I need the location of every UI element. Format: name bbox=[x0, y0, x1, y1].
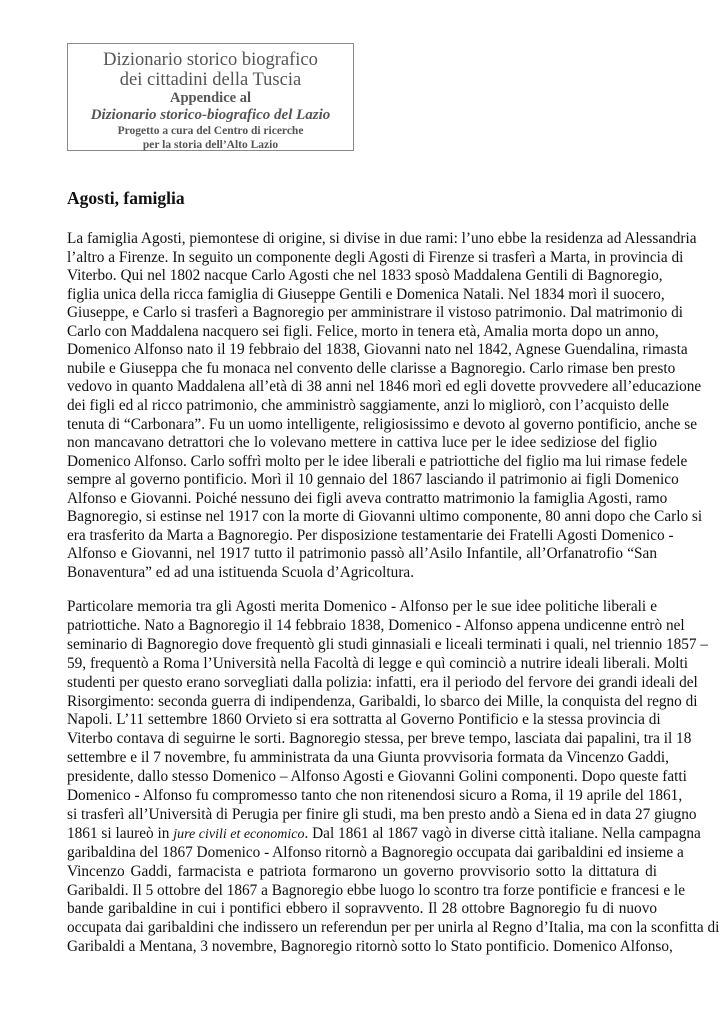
italic-phrase: jure civili et economico bbox=[173, 826, 305, 842]
header-subtitle: Appendice al bbox=[170, 90, 251, 106]
header-project-line-1: Progetto a cura del Centro di ricerche bbox=[117, 125, 304, 137]
paragraph-1-line: l’altro a Firenze. In seguito un componente degli Agosti di Firenze si trasferì a Marta, in provincia di bbox=[67, 248, 684, 266]
paragraph-1-line: Giuseppe, e Carlo si trasferì a Bagnoregio per amministrare il vistoso patrimonio. Dal matrimonio di bbox=[67, 304, 683, 322]
paragraph-2-line: Viterbo contava di seguirne le sorti. Bagnoregio stessa, per breve tempo, lasciata dai papalini, tra il 18 bbox=[67, 730, 692, 748]
paragraph-2-line: Domenico - Alfonso fu compromesso tanto che non ritenendosi sicuro a Roma, il 19 aprile del 1861, bbox=[67, 787, 683, 804]
paragraph-2-line: seminario di Bagnoregio dove frequentò gli studi ginnasiali e liceali terminati i quali, nel triennio 1857 – bbox=[67, 635, 709, 653]
paragraph-1-line: non mancavano detrattori che lo volevano mettere in cattiva luce per le idee sediziose del figlio bbox=[67, 434, 657, 452]
paragraph-1-line: figlia unica della ricca famiglia di Giuseppe Gentili e Domenica Natali. Nel 1834 morì il suocero, bbox=[67, 285, 665, 303]
paragraph-2-line: presidente, dallo stesso Domenico – Alfonso Agosti e Giovanni Golini componenti. Dopo queste fatti bbox=[67, 768, 687, 786]
paragraph-1-line: era trasferito da Marta a Bagnoregio. Per disposizione testamentarie dei Fratelli Agosti Domenico - bbox=[67, 526, 674, 544]
paragraph-2-line: si trasferì all’Università di Perugia per finire gli studi, ma ben presto andò a Siena ed in data 27 giugno bbox=[67, 805, 697, 823]
paragraph-2-line: settembre e il 7 novembre, fu amministrata da una Giunta provvisoria formata da Vincenzo Gaddi, bbox=[67, 749, 669, 767]
header-title-line-1: Dizionario storico biografico bbox=[103, 50, 318, 70]
paragraph-2-line: occupata dai garibaldini che indissero un referendun per per unirla al Regno d’Italia, ma con la sconfitta di bbox=[67, 919, 720, 937]
article-title: Agosti, famiglia bbox=[67, 188, 185, 208]
paragraph-2-line: studenti per questo erano sorvegliati dalla polizia: infatti, era il periodo del fervore dei grandi ideali del bbox=[67, 673, 698, 691]
paragraph-1-line: sempre al governo pontificio. Morì il 10 gennaio del 1867 lasciando il patrimonio ai figli Domenico bbox=[67, 471, 679, 489]
paragraph-2-line: garibaldina del 1867 Domenico - Alfonso ritornò a Bagnoregio occupata dai garibaldini ed insieme a bbox=[67, 843, 684, 861]
paragraph-1-line: dei figli ed al ricco patrimonio, che amministrò saggiamente, anzi lo migliorò, con l’acquisto delle bbox=[67, 396, 669, 414]
line-segment: 1861 si laureò in bbox=[67, 824, 174, 842]
paragraph-1-line: Viterbo. Qui nel 1802 nacque Carlo Agosti che nel 1833 sposò Maddalena Gentili di Bagnoregio, bbox=[67, 267, 663, 285]
paragraph-1-line: Bonaventura” ed ad una istituenda Scuola d’Agricoltura. bbox=[67, 563, 415, 581]
paragraph-2-line: Vincenzo Gaddi, farmacista e patriota formarono un governo provvisorio sotto la dittatura di bbox=[67, 862, 657, 880]
paragraph-2-line: Particolare memoria tra gli Agosti merita Domenico - Alfonso per le sue idee politiche liberali e bbox=[67, 598, 657, 615]
header-project-line-2: per la storia dell’Alto Lazio bbox=[142, 139, 279, 151]
paragraph-2-line: Napoli. L’11 settembre 1860 Orvieto si era sottratta al Governo Pontificio e la stessa provincia di bbox=[67, 711, 661, 729]
paragraph-1-line: vedovo in quanto Maddalena all’età di 38 anni nel 1846 morì ed egli dovette provvedere all’educazione bbox=[67, 378, 702, 396]
paragraph-1-line: Domenico Alfonso nato il 19 febbraio del 1838, Giovanni nato nel 1842, Agnese Guendalina, rimasta bbox=[67, 341, 688, 359]
paragraph-2-line bbox=[67, 824, 701, 845]
paragraph-1-line: tenuta di “Carbonara”. Fu un uomo intelligente, religiosissimo e devoto al governo pontificio, anche se bbox=[67, 415, 697, 433]
line-segment: . Dal 1861 al 1867 vagò in diverse città italiane. Nella campagna bbox=[304, 824, 701, 842]
paragraph-2-line: Garibaldi a Mentana, 3 novembre, Bagnoregio ritornò sotto lo Stato pontificio. Domenico Alfonso, bbox=[67, 938, 673, 956]
header-title-line-2: dei cittadini della Tuscia bbox=[119, 70, 302, 90]
paragraph-2-line: Risorgimento: seconda guerra di indipendenza, Garibaldi, lo sbarco dei Mille, la conquista del regno di bbox=[67, 692, 698, 710]
paragraph-1-line: Alfonso e Giovanni, nel 1917 tutto il patrimonio passò all’Asilo Infantile, all’Orfanatrofio “San bbox=[67, 545, 657, 563]
header-italic-title: Dizionario storico-biografico del Lazio bbox=[90, 107, 331, 123]
paragraph-1-line: Domenico Alfonso. Carlo soffrì molto per le idee liberali e patriottiche del figlio ma lui rimase fedele bbox=[67, 452, 688, 470]
paragraph-1-line: Carlo con Maddalena nacquero sei figli. Felice, morto in tenera età, Amalia morta dopo un anno, bbox=[67, 322, 659, 340]
paragraph-1-line: Alfonso e Giovanni. Poiché nessuno dei figli aveva contratto matrimonio la famiglia Agosti, ramo bbox=[67, 489, 668, 507]
paragraph-2-line: patriottiche. Nato a Bagnoregio il 14 febbraio 1838, Domenico - Alfonso appena undicenne entrò nel bbox=[67, 616, 685, 634]
paragraph-2-line: Garibaldi. Il 5 ottobre del 1867 a Bagnoregio ebbe luogo lo scontro tra forze pontificie e francesi e le bbox=[67, 881, 686, 899]
paragraph-2-line: 59, frequentò a Roma l’Università nella Facoltà di legge e quì cominciò a nutrire ideali liberali. Molti bbox=[67, 654, 689, 672]
paragraph-1-line: nubile e Giuseppa che fu monaca nel convento delle clarisse a Bagnoregio. Carlo rimase ben presto bbox=[67, 359, 676, 377]
paragraph-1-line: La famiglia Agosti, piemontese di origine, si divise in due rami: l’uno ebbe la residenza ad Alessandria bbox=[67, 230, 697, 247]
paragraph-1-line: Bagnoregio, si estinse nel 1917 con la morte di Giovanni ultimo componente, 80 anni dopo che Carlo si bbox=[67, 508, 703, 526]
paragraph-2-line: bande garibaldine in cui i pontifici ebbero il sopravvento. Il 28 ottobre Bagnoregio fu di nuovo bbox=[67, 900, 657, 918]
header-box bbox=[67, 43, 354, 151]
